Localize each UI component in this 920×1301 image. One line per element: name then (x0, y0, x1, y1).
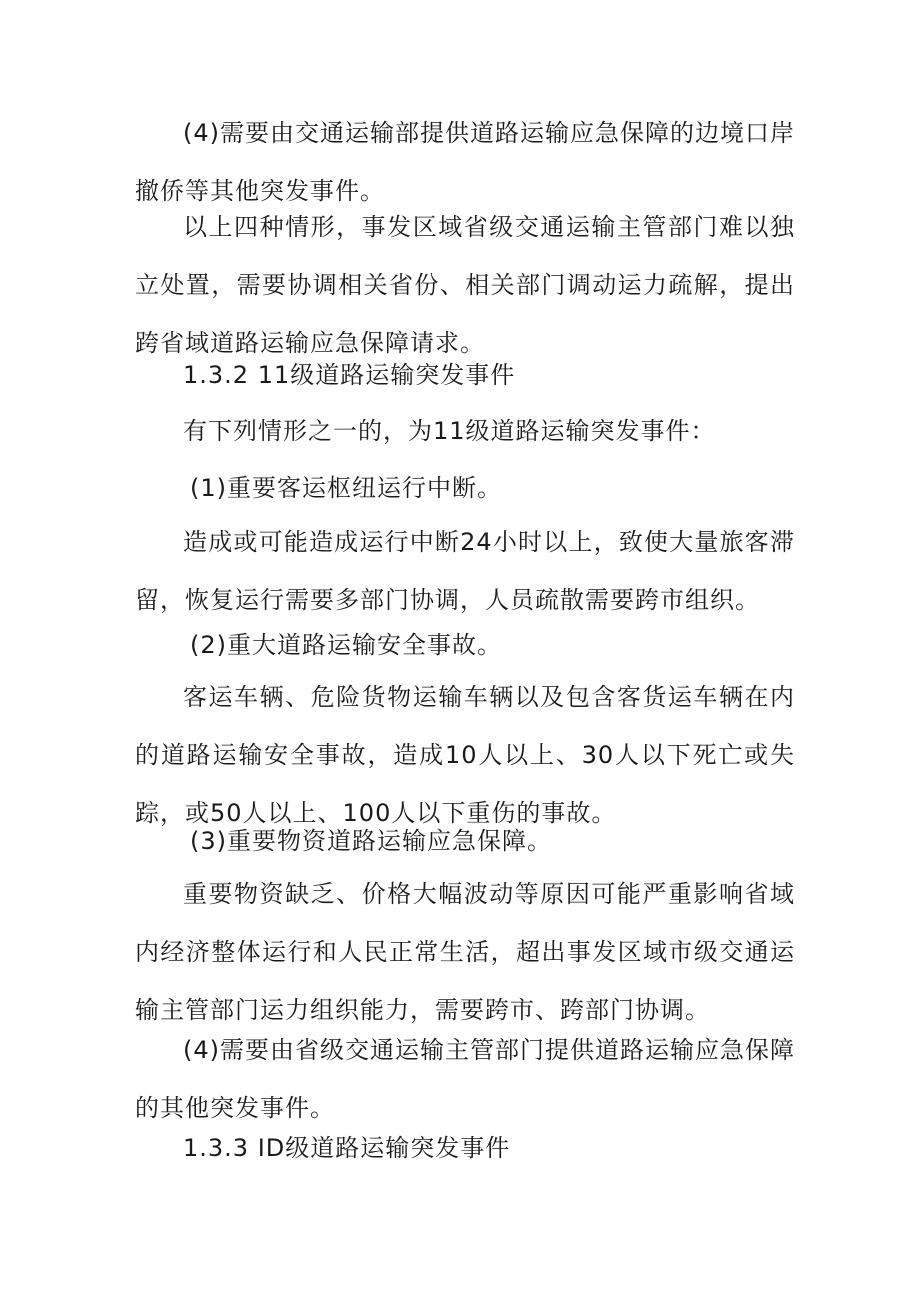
paragraph-level-ii-intro: 有下列情形之一的，为11级道路运输突发事件： (183, 417, 716, 445)
section-heading-1-3-3: 1.3.3 ID级道路运输突发事件 (183, 1134, 511, 1162)
paragraph-accident-detail: 客运车辆、危险货物运输车辆以及包含客货运车辆在内的道路运输安全事故，造成10人以上、30人以下死亡或失踪，或50人以上、100人以下重伤的事故。 (135, 683, 795, 827)
paragraph-hub-interruption-detail: 造成或可能造成运行中断24小时以上，致使大量旅客滞留，恢复运行需要多部门协调，人员疏散需要跨市组织。 (135, 528, 795, 614)
paragraph-four-situations-summary: 以上四种情形，事发区域省级交通运输主管部门难以独立处置，需要协调相关省份、相关部门调动运力疏解，提出跨省域道路运输应急保障请求。 (135, 213, 795, 357)
paragraph-provincial-support: (4)需要由省级交通运输主管部门提供道路运输应急保障的其他突发事件。 (135, 1036, 795, 1122)
paragraph-material-shortage-detail: 重要物资缺乏、价格大幅波动等原因可能严重影响省域内经济整体运行和人民正常生活，超出事发区域市级交通运输主管部门运力组织能力，需要跨市、跨部门协调。 (135, 880, 795, 1024)
section-heading-1-3-2: 1.3.2 11级道路运输突发事件 (183, 361, 516, 389)
item-passenger-hub-interruption: (1)重要客运枢纽运行中断。 (190, 474, 502, 502)
paragraph-border-evacuation: (4)需要由交通运输部提供道路运输应急保障的边境口岸撤侨等其他突发事件。 (135, 119, 795, 205)
item-major-safety-accident: (2)重大道路运输安全事故。 (190, 631, 502, 659)
item-material-transport-support: (3)重要物资道路运输应急保障。 (190, 827, 552, 855)
